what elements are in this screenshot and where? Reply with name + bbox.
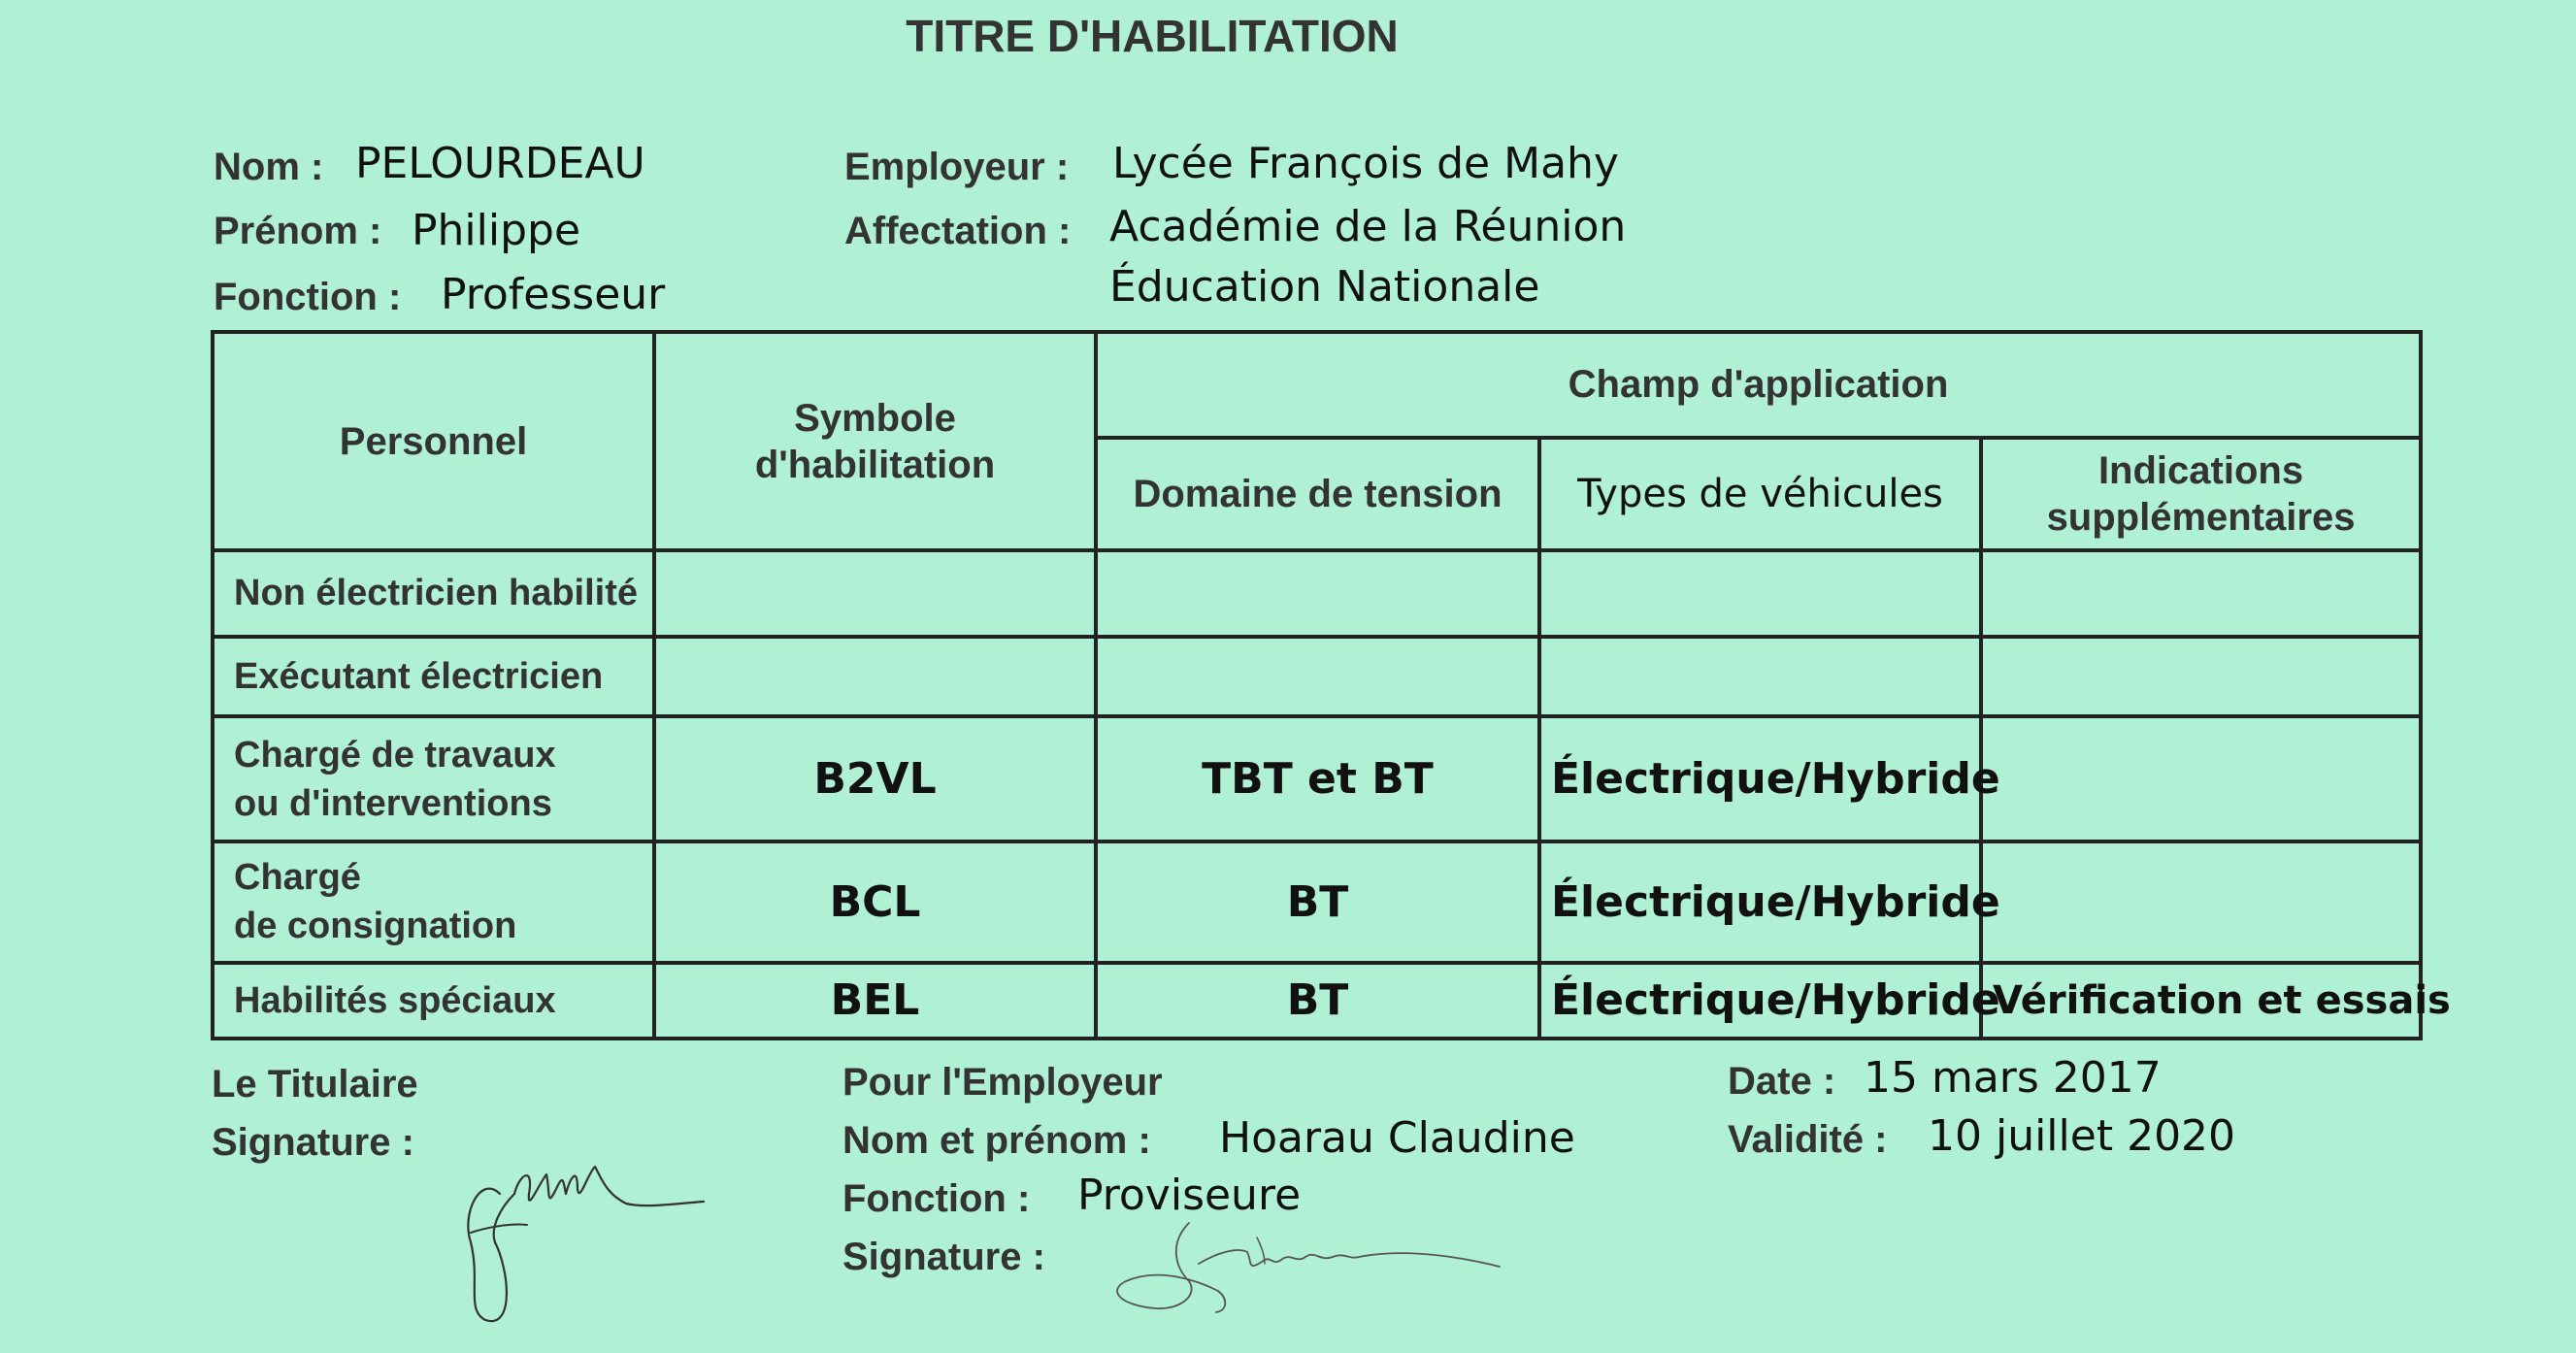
row-label — [213, 550, 654, 636]
table-row — [213, 963, 2421, 1039]
header-indications — [1981, 438, 2421, 551]
header-symbole — [654, 332, 1096, 550]
document-title: TITRE D'HABILITATION — [906, 11, 1399, 61]
row-domaine — [1096, 637, 1539, 716]
row-symbole — [654, 550, 1096, 636]
date-label: Date : — [1728, 1060, 1836, 1103]
nom-prenom-label: Nom et prénom : — [842, 1119, 1151, 1162]
fonction-value: Professeur — [441, 270, 666, 319]
affectation-line-2: Éducation Nationale — [1109, 262, 1540, 312]
employeur-section-label: Pour l'Employeur — [842, 1061, 1163, 1104]
row-domaine — [1096, 550, 1539, 636]
date-value: 15 mars 2017 — [1864, 1053, 2162, 1103]
header-indications-line-2: supplémentaires — [2046, 495, 2356, 539]
row-label-line-2: de consignation — [234, 906, 517, 947]
nom-prenom-value: Hoarau Claudine — [1219, 1113, 1575, 1163]
employeur-label: Employeur : — [844, 146, 1070, 188]
row-label — [213, 716, 654, 842]
header-personnel — [213, 332, 654, 550]
row-label-line-1: Habilités spéciaux — [234, 979, 556, 1021]
row-indications: Vérification et essais — [1981, 963, 2421, 1039]
employeur-value: Lycée François de Mahy — [1112, 139, 1619, 188]
header-champ-application — [1096, 332, 2421, 438]
header-champ-text: Champ d'application — [1568, 363, 1949, 407]
row-indications — [1981, 716, 2421, 842]
header-indications-line-1: Indications — [2097, 448, 2304, 492]
row-domaine: BT — [1096, 963, 1539, 1039]
row-types: Électrique/Hybride — [1539, 716, 1981, 842]
row-domaine: TBT et BT — [1096, 716, 1539, 842]
row-label-line-2: ou d'interventions — [234, 782, 552, 824]
row-domaine: BT — [1096, 842, 1539, 963]
row-types: Électrique/Hybride — [1539, 842, 1981, 963]
row-label-line-1: Chargé — [234, 857, 361, 899]
header-symbole-line-2: d'habilitation — [754, 443, 996, 486]
row-label-line-1: Exécutant électricien — [234, 655, 604, 697]
row-symbole — [654, 637, 1096, 716]
titulaire-signature-label: Signature : — [212, 1121, 414, 1164]
affectation-line-1: Académie de la Réunion — [1109, 202, 1627, 251]
row-label — [213, 842, 654, 963]
row-label-line-1: Non électricien habilité — [234, 573, 638, 614]
table-row — [213, 637, 2421, 716]
row-indications — [1981, 842, 2421, 963]
row-indications — [1981, 637, 2421, 716]
table-row — [213, 550, 2421, 636]
fonction-label: Fonction : — [214, 276, 402, 318]
employeur-fonction-value: Proviseure — [1077, 1171, 1302, 1220]
row-symbole: BCL — [654, 842, 1096, 963]
affectation-label: Affectation : — [844, 210, 1072, 252]
titulaire-signature-image — [442, 1136, 713, 1330]
titulaire-label: Le Titulaire — [212, 1063, 418, 1106]
row-label — [213, 637, 654, 716]
table-row — [213, 842, 2421, 963]
row-indications — [1981, 550, 2421, 636]
row-symbole: B2VL — [654, 716, 1096, 842]
header-domaine-text: Domaine de tension — [1133, 472, 1503, 515]
employeur-fonction-label: Fonction : — [842, 1177, 1031, 1220]
employeur-signature-image — [1102, 1213, 1509, 1330]
row-label-line-1: Chargé de travaux — [234, 734, 556, 776]
row-types — [1539, 637, 1981, 716]
row-symbole: BEL — [654, 963, 1096, 1039]
prenom-label: Prénom : — [214, 210, 382, 252]
employeur-signature-label: Signature : — [842, 1236, 1045, 1278]
validite-label: Validité : — [1728, 1118, 1888, 1161]
nom-label: Nom : — [214, 146, 324, 188]
row-types: Électrique/Hybride — [1539, 963, 1981, 1039]
header-types-text: Types de véhicules — [1577, 471, 1943, 516]
row-types — [1539, 550, 1981, 636]
prenom-value: Philippe — [412, 206, 581, 255]
header-domaine — [1096, 438, 1539, 551]
header-personnel-text: Personnel — [339, 419, 528, 463]
header-types — [1539, 438, 1981, 551]
nom-value: PELOURDEAU — [355, 139, 645, 188]
table-row — [213, 716, 2421, 842]
habilitation-table — [211, 330, 2451, 1040]
header-symbole-line-1: Symbole — [794, 396, 956, 440]
validite-value: 10 juillet 2020 — [1928, 1111, 2236, 1161]
row-label — [213, 963, 654, 1039]
